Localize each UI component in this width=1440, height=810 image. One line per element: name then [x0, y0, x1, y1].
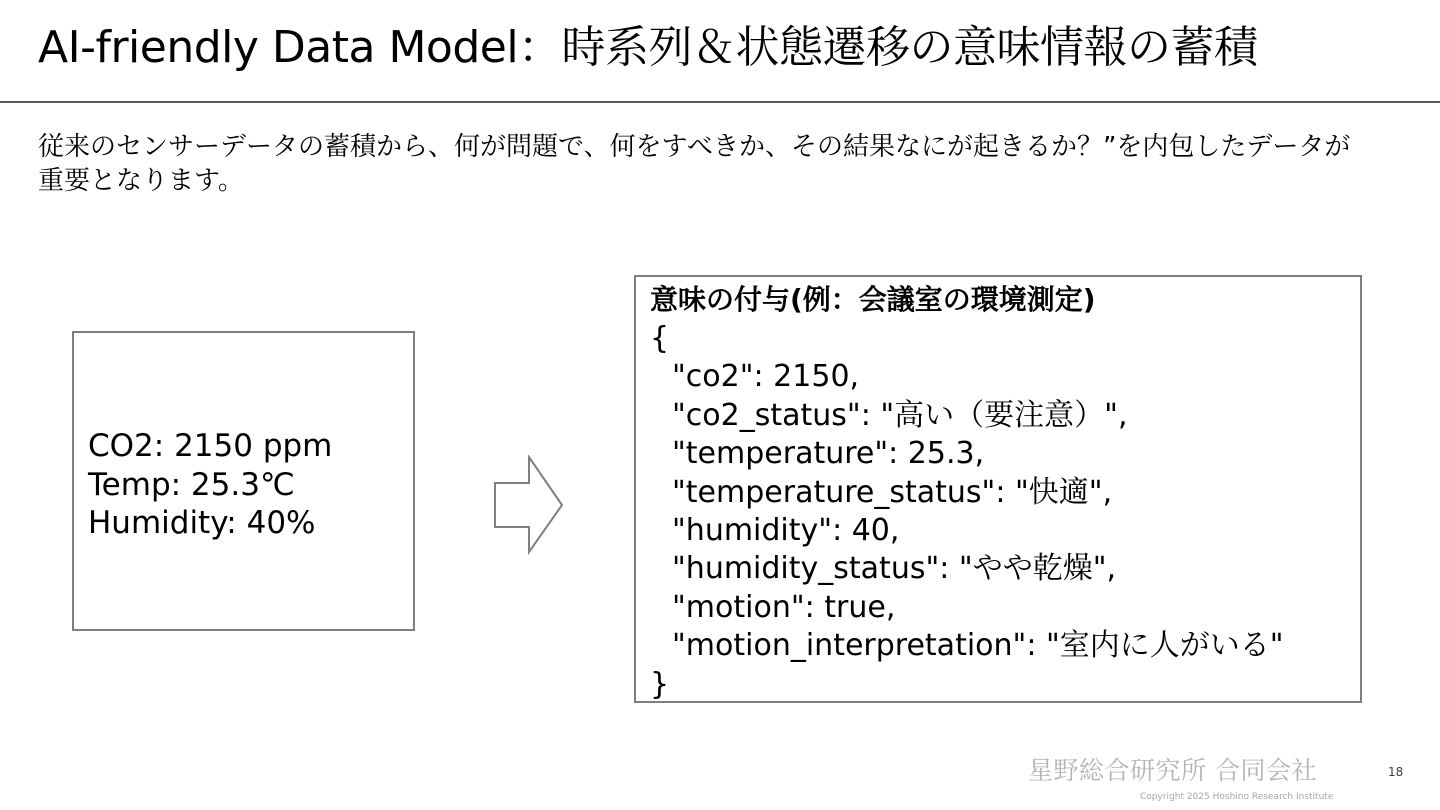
json-line: "humidity": 40, — [672, 512, 900, 548]
semantic-data-box — [634, 275, 1362, 703]
right-arrow-icon — [493, 455, 565, 555]
copyright-text: Copyright 2025 Hoshino Research Institute — [1140, 792, 1334, 802]
raw-sensor-data-box — [72, 331, 415, 631]
json-line: "co2": 2150, — [672, 359, 860, 395]
humidity-reading: Humidity: 40% — [88, 505, 316, 541]
json-line: "motion": true, — [672, 589, 896, 625]
lead-text — [38, 130, 1418, 198]
raw-sensor-readings — [88, 427, 332, 543]
lead-line-1: 従来のセンサーデータの蓄積から、何が問題で、何をすべきか、その結果なにが起きるか？”を内包したデータが — [38, 132, 1351, 162]
co2-reading: CO2: 2150 ppm — [88, 428, 333, 464]
json-line: "temperature_status": "快適", — [672, 474, 1113, 510]
json-close-brace: } — [650, 666, 670, 702]
lead-line-2: 重要となります。 — [38, 166, 244, 196]
company-logo: 星野総合研究所 合同会社 — [1028, 756, 1317, 785]
json-line: "co2_status": "高い（要注意）", — [672, 397, 1128, 433]
slide-title: AI-friendly Data Model：時系列＆状態遷移の意味情報の蓄積 — [38, 22, 1258, 73]
json-line: "humidity_status": "やや乾燥", — [672, 551, 1117, 587]
json-open-brace: { — [650, 321, 670, 356]
semantic-example-heading: 意味の付与(例：会議室の環境測定) — [650, 283, 1096, 316]
json-line: "temperature": 25.3, — [672, 436, 985, 472]
semantic-json-code — [650, 320, 1284, 704]
json-line: "motion_interpretation": "室内に人がいる" — [672, 628, 1284, 664]
temperature-reading: Temp: 25.3℃ — [88, 466, 295, 503]
title-divider — [0, 101, 1440, 103]
page-number: 18 — [1388, 765, 1404, 779]
